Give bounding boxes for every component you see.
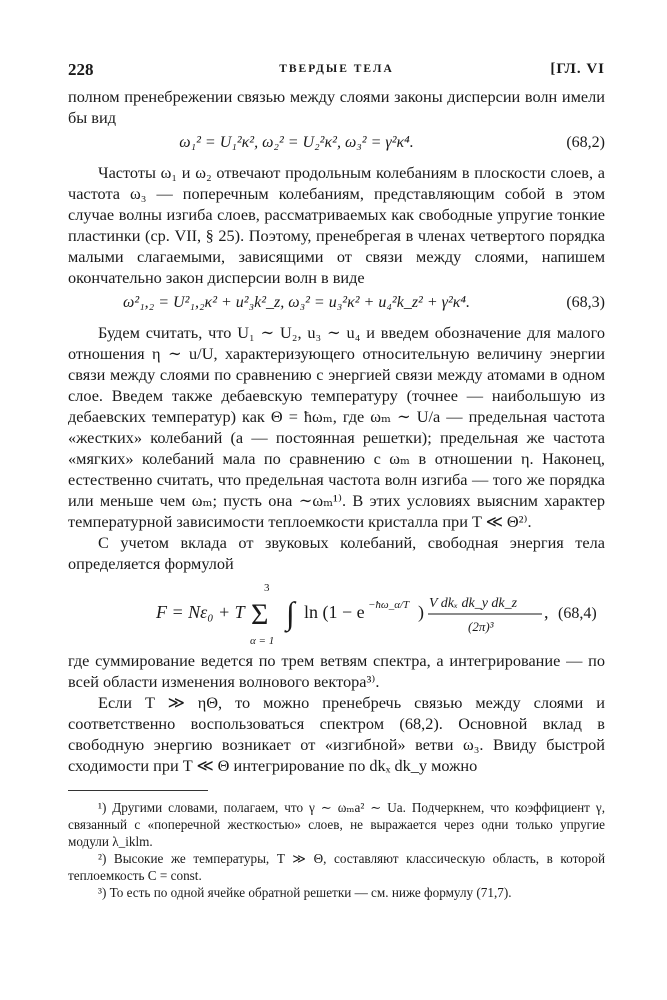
eq4-lhs: F = Nε₀ + T [156, 602, 245, 622]
equation-68-2 [68, 128, 605, 162]
running-title: ТВЕРДЫЕ ТЕЛА [279, 63, 394, 75]
footnote-rule [68, 790, 208, 791]
chapter-label: [ГЛ. VI [550, 61, 605, 77]
equation-68-3-number: (68,3) [566, 294, 605, 311]
running-header [68, 56, 605, 86]
eq4-log-term: ln (1 − e [304, 602, 365, 622]
eq4-log-close: ) [418, 602, 424, 622]
page [68, 56, 605, 901]
eq4-denominator: (2π)³ [468, 619, 494, 634]
paragraph-free-energy: С учетом вклада от звуковых колебаний, свободная энергия тела определяется формулой [68, 533, 605, 573]
page-number: 228 [68, 60, 94, 79]
sigma-symbol: Σ [251, 598, 269, 631]
equation-68-4-number: (68,4) [558, 605, 597, 622]
paragraph-assumptions: Будем считать, что U₁ ∼ U₂, u₃ ∼ u₄ и введем обозначение для малого отношения η ∼ u/U, характеризующего относительную величину энергии связи между слоями по сравнению с энергией связи между атомами в одном слое. Введем также дебаевскую температуру (точнее — наибольшую из дебаевских температур) как Θ = ħωₘ, где ωₘ ∼ U/a — предельная частота «жестких» колебаний (a — постоянная решетки); предельная же частота «мягких» колебаний мала по сравнению с ωₘ в отношении η. Наконец, естественно считать, что предельная частота волн изгиба — того же порядка или меньше чем ωₘ; пусть она ∼ωₘ¹⁾. В этих условиях выясним характер температурной зависимости теплоемкости кристалла при T ≪ Θ²⁾. [68, 323, 605, 531]
equation-68-2-body: ω₁² = U₁²κ², ω₂² = U₂²κ², ω₃² = γ²κ⁴. [179, 134, 414, 151]
paragraph-intro: полном пренебрежении связью между слоями законы дисперсии волн имели бы вид [68, 87, 605, 127]
eq4-exponent: −ħω_α/T [368, 599, 410, 611]
footnote-1: ¹) Другими словами, полагаем, что γ ∼ ωₘa² ∼ Ua. Подчеркнем, что коэффициент γ, связанный с «поперечной жесткостью» слоев, не выражается через одни только упругие модули λ_iklm. [68, 800, 605, 849]
eq4-numerator: V dkₓ dk_y dk_z [429, 596, 518, 611]
eq4-trailing: , [544, 602, 549, 622]
eq4-sum-lower: α = 1 [250, 635, 275, 647]
footnotes [68, 790, 605, 901]
equation-68-2-number: (68,2) [566, 134, 605, 151]
integral-symbol: ∫ [286, 595, 295, 631]
equation-68-4-svg [68, 574, 605, 650]
paragraph-frequencies: Частоты ω₁ и ω₂ отвечают продольным колебаниям в плоскости слоев, а частота ω₃ — поперечным колебаниям, представляющим собой в этом случае волны изгиба слоев, рассматриваемых как свободные упругие тонкие пластинки (ср. VII, § 25). Поэтому, пренебрегая в членах четвертого порядка малыми слагаемыми, зависящими от связи между слоями, напишем окончательно закон дисперсии волн в виде [68, 163, 605, 287]
footnote-2: ²) Высокие же температуры, T ≫ Θ, составляют классическую область, в которой теплоемкость C = const. [68, 851, 605, 883]
equation-68-4 [68, 574, 605, 650]
eq4-sum-upper: 3 [264, 582, 270, 594]
footnote-3: ³) То есть по одной ячейке обратной решетки — см. ниже формулу (71,7). [98, 885, 512, 900]
equation-68-3-body: ω²₁,₂ = U²₁,₂κ² + u²₃k²_z, ω₃² = u₃²κ² + u₄²k_z² + γ²κ⁴. [123, 294, 470, 311]
paragraph-high-temperature: Если T ≫ ηΘ, то можно пренебречь связью между слоями и соответственно воспользоваться спектром (68,2). Основной вклад в свободную энергию возникает от «изгибной» ветви ω₃. Ввиду быстрой сходимости при T ≪ Θ интегрирование по dkₓ dk_y можно [68, 693, 605, 775]
equation-68-3 [68, 288, 605, 322]
paragraph-summation: где суммирование ведется по трем ветвям спектра, а интегрирование — по всей области изменения волнового вектора³⁾. [68, 651, 605, 691]
